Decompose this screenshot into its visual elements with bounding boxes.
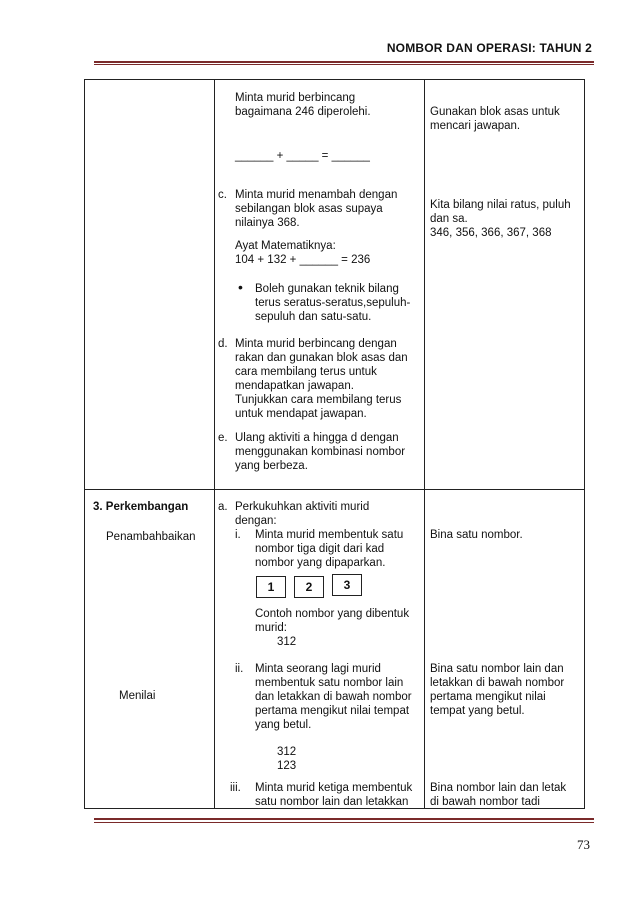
ayat-label: Ayat Matematiknya: [235,240,336,252]
item-i-note: Bina satu nombor. [430,529,523,541]
note-line: Kita bilang nilai ratus, puluh [430,199,571,211]
item-d-line: mendapatkan jawapan. [235,380,354,392]
page-header-title: NOMBOR DAN OPERASI: TAHUN 2 [386,41,592,55]
note-line: mencari jawapan. [430,120,521,132]
item-c-marker: c. [218,189,227,201]
note-line: tempat yang betul. [430,705,525,717]
bullet-line: terus seratus-seratus,sepuluh- [255,297,411,309]
note-line: Bina satu nombor lain dan [430,663,564,675]
item-d-line: untuk mendapat jawapan. [235,408,367,420]
header-rule-thin [94,64,594,65]
number-card: 2 [294,576,324,598]
item-e-marker: e. [218,432,228,444]
item-c-line: Minta murid menambah dengan [235,189,398,201]
item-d-line: rakan dan gunakan blok asas dan [235,352,408,364]
footer-rule [94,818,594,820]
bullet-text [255,282,410,324]
note-line: pertama mengikut nilai [430,691,546,703]
item-i-line: nombor yang dipaparkan. [255,557,386,569]
item-c-line: nilainya 368. [235,217,300,229]
contoh-line: murid: [255,622,287,634]
note-line: di bawah nombor tadi [430,796,540,808]
item-i-line: Minta murid membentuk satu [255,529,404,541]
item-d-line: Tunjukkan cara membilang terus [235,394,402,406]
item-i-marker: i. [235,529,241,541]
stage-sub-menilai: Menilai [119,690,156,702]
note-line: dan sa. [430,213,468,225]
item-a-marker: a. [218,501,228,513]
ii-value: 123 [277,760,297,772]
item-i-line: nombor tiga digit dari kad [255,543,385,555]
item-c-line: sebilangan blok asas supaya [235,203,383,215]
item-ii-text [255,662,412,732]
ii-value: 312 [277,746,297,758]
item-iii-marker: iii. [230,782,241,794]
item-e-line: yang berbeza. [235,460,308,472]
bullet-icon: • [238,279,243,295]
item-iii-text [255,781,412,809]
ii-values [277,745,296,773]
bullet-line: Boleh gunakan teknik bilang [255,283,399,295]
item-ii-line: pertama mengikut nilai tempat [255,705,410,717]
bullet-line: sepuluh dan satu-satu. [255,311,372,323]
item-c-text [235,188,397,230]
stage-title: 3. Perkembangan [93,501,189,513]
page-number: 73 [577,837,590,852]
item-iii-note [430,781,566,809]
contoh-value: 312 [277,636,297,648]
intro-note [430,105,560,133]
item-iii-line: Minta murid ketiga membentuk [255,782,413,794]
item-d-line: cara membilang terus untuk [235,366,377,378]
header-rule [94,61,594,63]
item-e-text [235,431,405,473]
intro-text [235,91,371,119]
intro-line: bagaimana 246 diperolehi. [235,106,371,118]
item-ii-note [430,662,564,718]
footer-rule-thin [94,822,594,823]
stage-sub-penambahbaikan: Penambahbaikan [106,531,196,543]
number-card: 3 [332,574,362,596]
table-column-divider-1 [214,79,215,809]
item-ii-line: Minta seorang lagi murid [255,663,381,675]
note-line: Bina nombor lain dan letak [430,782,567,794]
item-e-line: Ulang aktiviti a hingga d dengan [235,432,399,444]
contoh-line: Contoh nombor yang dibentuk [255,608,410,620]
number-card: 1 [256,576,286,598]
item-c-note [430,198,571,240]
note-line: Gunakan blok asas untuk [430,106,560,118]
note-line: 346, 356, 366, 367, 368 [430,227,552,239]
item-iii-line: satu nombor lain dan letakkan [255,796,409,808]
note-line: letakkan di bawah nombor [430,677,565,689]
blank-equation: ______ + _____ = ______ [235,150,370,162]
table-column-divider-2 [424,79,425,809]
item-a-line: Perkukuhkan aktiviti murid [235,501,370,513]
item-ii-marker: ii. [235,663,244,675]
item-e-line: menggunakan kombinasi nombor [235,446,406,458]
intro-line: Minta murid berbincang [235,92,356,104]
item-a-text [235,500,369,528]
item-d-line: Minta murid berbincang dengan [235,338,397,350]
item-a-line: dengan: [235,515,277,527]
item-d-text [235,337,408,421]
item-ii-line: yang betul. [255,719,312,731]
table-row-divider [84,489,585,490]
item-i-text [255,528,403,570]
item-ii-line: dan letakkan di bawah nombor [255,691,412,703]
item-ii-line: membentuk satu nombor lain [255,677,404,689]
item-d-marker: d. [218,338,228,350]
ayat-equation: 104 + 132 + ______ = 236 [235,254,371,266]
contoh-text [255,607,409,635]
